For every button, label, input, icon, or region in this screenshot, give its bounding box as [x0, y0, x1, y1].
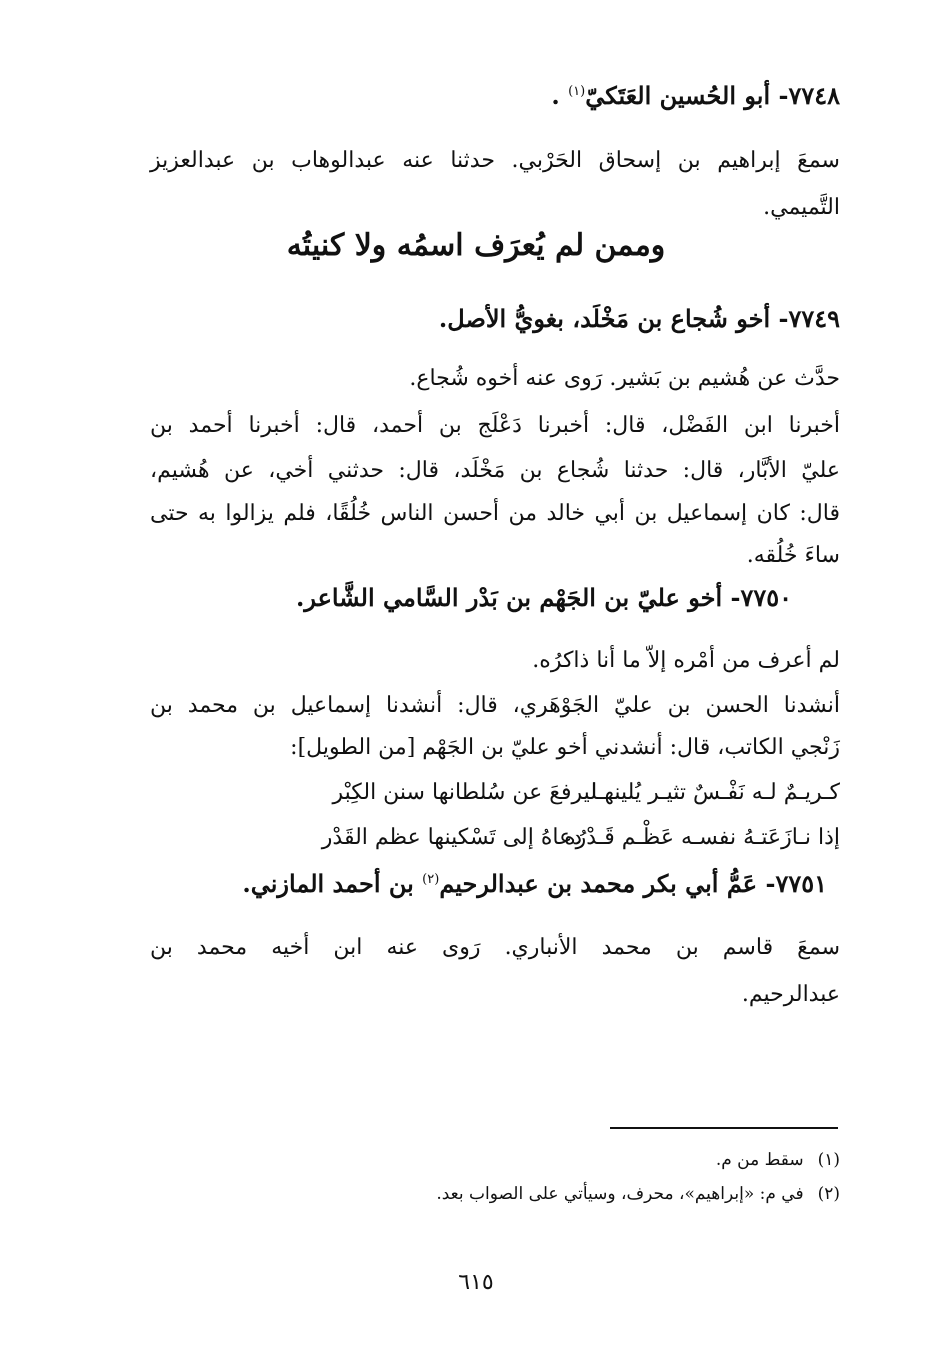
entry-7750-line-2: أنشدنا الحسن بن عليّ الجَوْهَري، قال: أنشدنا إسماعيل بن محمد بن: [150, 693, 840, 718]
entry-7751-line-2: عبدالرحيم.: [741, 982, 840, 1007]
footnote-1: (١)سقط من م.: [715, 1150, 840, 1170]
entry-7750-line-3: زَنْجي الكاتب، قال: أنشدني أخو عليّ بن الجَهْم [من الطويل]:: [290, 735, 840, 760]
entry-7749-title: ٧٧٤٩- أخو شُجاع بن مَخْلَد، بغويُّ الأصل.: [438, 304, 840, 333]
footnote-separator: [610, 1127, 838, 1129]
entry-7750-title: ٧٧٥٠- أخو عليّ بن الجَهْم بن بَدْر السَّامي الشَّاعر.: [296, 583, 792, 612]
entry-7751-line-1: سمعَ قاسم بن محمد الأنباري. رَوى عنه ابن أخيه محمد بن: [150, 935, 840, 960]
entry-7749-line-1: حدَّث عن هُشيم بن بَشير. رَوى عنه أخوه شُجاع.: [409, 366, 840, 391]
entry-7749-line-5: ساءَ خُلُقه.: [746, 543, 840, 568]
verse-2-second-hemistich: دعاهُ إلى تَسْكينها عظم القَدْر: [321, 825, 582, 850]
entry-7748-title: ٧٧٤٨- أبو الحُسين العَتَكيّ$^{(١)}$ .: [551, 81, 840, 110]
verse-2-first-hemistich: إذا نـازَعَتـهُ نفسـه عَظْـم قَـدْرُه: [564, 825, 840, 850]
entry-7749-line-3: عليّ الأبَّار، قال: حدثنا شُجاع بن مَخْلَد، قال: حدثني أخي، عن هُشيم،: [150, 458, 840, 483]
entry-7748-line-1: سمعَ إبراهيم بن إسحاق الحَرْبي. حدثنا عنه عبدالوهاب بن عبدالعزيز: [150, 148, 840, 173]
section-heading: وممن لم يُعرَف اسمُه ولا كنيتُه: [286, 228, 666, 263]
verse-1-second-hemistich: ليرفعَ عن سُلطانها سنن الكِبْر: [332, 780, 597, 805]
footnote-2: (٢)في م: «إبراهيم»، محرف، وسيأتي على الصواب بعد.: [436, 1184, 840, 1204]
entry-7750-line-1: لم أعرف من أمْره إلاّ ما أنا ذاكرُه.: [532, 648, 840, 673]
entry-7748-line-2: التَّميمي.: [763, 195, 840, 220]
entry-7751-title: ٧٧٥١- عَمُّ أبي بكر محمد بن عبدالرحيم$^{(٢)}$ بن أحمد المازني.: [242, 869, 827, 898]
verse-1-first-hemistich: كـريـمٌ لـه نَفْـسٌ تثيـر يُلينهـا: [591, 780, 840, 805]
entry-7749-line-2: أخبرنا ابن الفَضْل، قال: أخبرنا دَعْلَج بن أحمد، قال: أخبرنا أحمد بن: [150, 413, 840, 438]
page-number: ٦١٥: [458, 1270, 494, 1295]
footnote-ref-1: (١): [568, 84, 586, 99]
entry-7749-line-4: قال: كان إسماعيل بن أبي خالد من أحسن الناس خُلُقًا، فلم يزالوا به حتى: [150, 501, 840, 526]
footnote-ref-2: (٢): [422, 872, 440, 887]
